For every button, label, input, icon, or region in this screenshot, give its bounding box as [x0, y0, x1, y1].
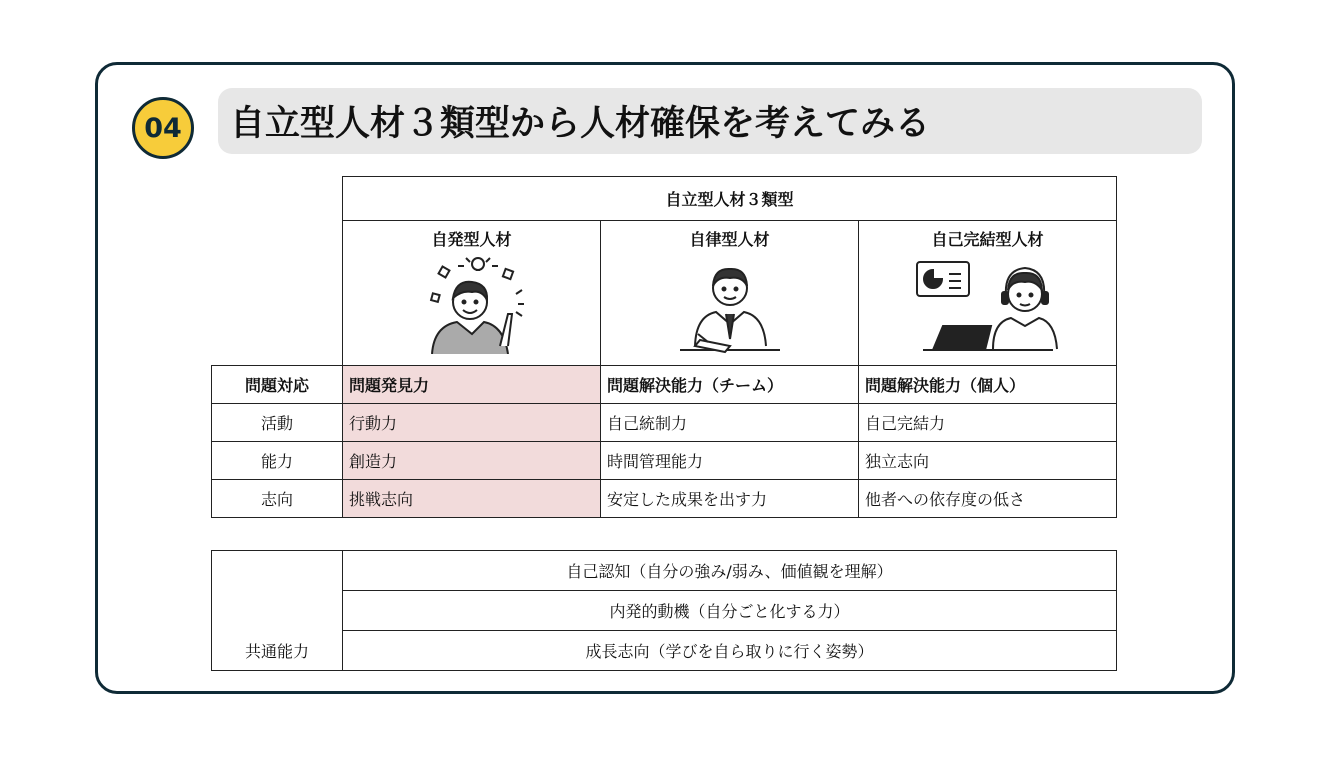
row-label-orientation: 志向 [212, 480, 343, 518]
row-label-activity: 活動 [212, 404, 343, 442]
cell-ability-2: 時間管理能力 [601, 442, 859, 480]
group-title: 自立型人材３類型 [343, 177, 1117, 221]
common-item: 内発的動機（自分ごと化する力） [343, 591, 1117, 631]
idea-person-icon [412, 254, 532, 354]
cell-orientation-2: 安定した成果を出す力 [601, 480, 859, 518]
type-label: 自己完結型人材 [931, 230, 1044, 249]
cell-ability-3: 独立志向 [859, 442, 1117, 480]
common-item: 自己認知（自分の強み/弱み、価値観を理解） [343, 551, 1117, 591]
cell-problem-1: 問題発見力 [343, 366, 601, 404]
cell-activity-3: 自己完結力 [859, 404, 1117, 442]
cell-activity-2: 自己統制力 [601, 404, 859, 442]
type-cell-selfcontained [859, 221, 1117, 366]
type-label: 自律型人材 [689, 230, 770, 249]
type-cell-autonomous [601, 221, 859, 366]
common-abilities-table [211, 550, 1117, 671]
section-number-badge: 04 [132, 97, 194, 159]
page-title: 自立型人材３類型から人材確保を考えてみる [218, 88, 1202, 154]
businessman-writing-icon [670, 254, 790, 354]
types-table [211, 176, 1117, 518]
row-label-problem: 問題対応 [212, 366, 343, 404]
row-label-ability: 能力 [212, 442, 343, 480]
headset-laptop-person-icon [913, 254, 1063, 354]
cell-problem-3: 問題解決能力（個人） [859, 366, 1117, 404]
type-label: 自発型人材 [431, 230, 512, 249]
cell-ability-1: 創造力 [343, 442, 601, 480]
common-label: 共通能力 [212, 551, 343, 671]
cell-activity-1: 行動力 [343, 404, 601, 442]
cell-orientation-1: 挑戦志向 [343, 480, 601, 518]
corner-empty-2 [212, 221, 343, 366]
cell-problem-2: 問題解決能力（チーム） [601, 366, 859, 404]
common-item: 成長志向（学びを自ら取りに行く姿勢） [343, 631, 1117, 671]
type-cell-proactive [343, 221, 601, 366]
cell-orientation-3: 他者への依存度の低さ [859, 480, 1117, 518]
corner-empty [212, 177, 343, 221]
